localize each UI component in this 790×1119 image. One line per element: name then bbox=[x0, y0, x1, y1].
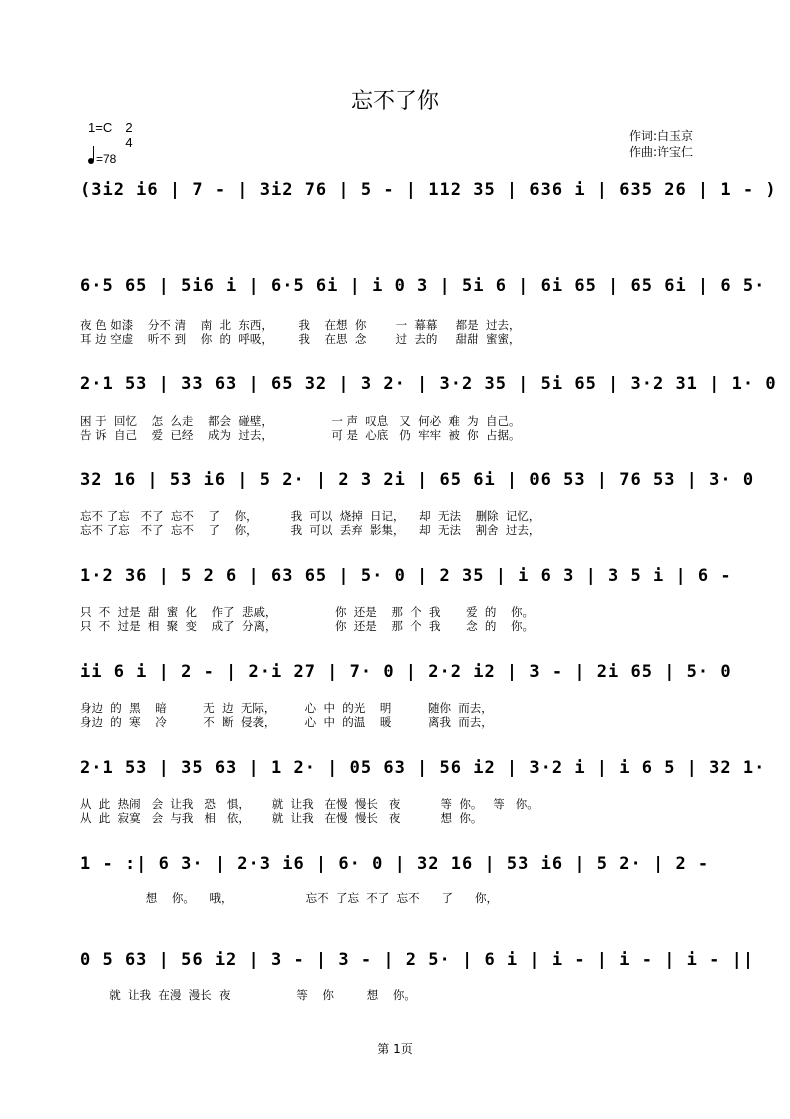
score-system bbox=[80, 464, 755, 537]
lyric-line: 困 于 回忆 怎 么走 都会 碰壁， 一 声 叹息 又 何必 难 为 自己。 bbox=[80, 414, 521, 428]
notation-line: 1·2 36 | 5 2 6 | 63 65 | 5· 0 | 2 35 | i 6 3 | 3 5 i | 6 - bbox=[80, 566, 732, 586]
lyric-line: 身边 的 寒 冷 不 断 侵袭， 心 中 的温 暖 离我 而去， bbox=[80, 715, 493, 729]
lyric-line: 只 不 过是 甜 蜜 化 作了 悲戚， 你 还是 那 个 我 爱 的 你。 bbox=[80, 605, 535, 619]
song-title: 忘不了你 bbox=[350, 89, 439, 114]
credits bbox=[629, 128, 693, 160]
time-beats: 2 bbox=[125, 120, 133, 135]
lyric-line: 身边 的 黑 暗 无 边 无际， 心 中 的光 明 随你 而去， bbox=[80, 701, 493, 715]
time-signature bbox=[123, 120, 135, 150]
quarter-note-icon bbox=[88, 158, 94, 164]
score-system bbox=[80, 368, 777, 442]
composer: 作曲:许宝仁 bbox=[629, 145, 694, 159]
notation-line: 6·5 65 | 5i6 i | 6·5 6i | i 0 3 | 5i 6 | 6i 65 | 65 6i | 6 5· bbox=[80, 276, 766, 296]
score-system bbox=[80, 560, 732, 633]
lyric-line: 告 诉 自己 爱 已经 成为 过去， 可 是 心底 仍 牢牢 被 你 占据。 bbox=[80, 428, 521, 442]
tempo-value: =78 bbox=[96, 152, 117, 166]
lyric-line: 想 你。 哦， 忘不 了忘 不了 忘不 了 你， bbox=[80, 891, 498, 905]
notation-line: 0 5 63 | 56 i2 | 3 - | 3 - | 2 5· | 6 i | i - | i - | i - || bbox=[80, 950, 755, 970]
lyric-line: 只 不 过是 相 聚 变 成了 分离， 你 还是 那 个 我 念 的 你。 bbox=[80, 619, 535, 633]
lyric-line: 就 让我 在漫 漫长 夜 等 你 想 你。 bbox=[80, 988, 416, 1002]
lyricist: 作词:白玉京 bbox=[629, 129, 694, 143]
time-unit: 4 bbox=[125, 135, 133, 150]
score-system bbox=[80, 656, 732, 729]
score-system bbox=[80, 174, 777, 210]
notation-line: 2·1 53 | 33 63 | 65 32 | 3 2· | 3·2 35 | 5i 65 | 3·2 31 | 1· 0 bbox=[80, 374, 777, 394]
key-tonic: 1=C bbox=[88, 120, 113, 135]
lyric-line: 忘不 了忘 不了 忘不 了 你， 我 可以 丢弃 影集， 却 无法 割舍 过去， bbox=[80, 523, 541, 537]
key-signature bbox=[88, 120, 133, 150]
lyric-line: 耳 边 空虚 听不 到 你 的 呼吸， 我 在思 念 过 去的 甜甜 蜜蜜， bbox=[80, 332, 521, 346]
page-number: 第 1页 bbox=[377, 1042, 413, 1056]
notation-line: ii 6 i | 2 - | 2·i 27 | 7· 0 | 2·2 i2 | 3 - | 2i 65 | 5· 0 bbox=[80, 662, 732, 682]
lyric-line: 忘不 了忘 不了 忘不 了 你， 我 可以 烧掉 日记， 却 无法 删除 记忆， bbox=[80, 509, 541, 523]
notation-line: (3i2 i6 | 7 - | 3i2 76 | 5 - | 112 35 | 636 i | 635 26 | 1 - ) bbox=[80, 180, 777, 200]
score-system bbox=[80, 848, 730, 905]
lyric-line: 从 此 热闹 会 让我 恐 惧， 就 让我 在慢 慢长 夜 等 你。 等 你。 bbox=[80, 797, 539, 811]
notation-line: 32 16 | 53 i6 | 5 2· | 2 3 2i | 65 6i | 06 53 | 76 53 | 3· 0 bbox=[80, 470, 755, 490]
tempo-marking bbox=[88, 152, 116, 166]
score-system bbox=[80, 270, 766, 346]
score-system bbox=[80, 752, 766, 825]
notation-line: 2·1 53 | 35 63 | 1 2· | 05 63 | 56 i2 | 3·2 i | i 6 5 | 32 1· bbox=[80, 758, 766, 778]
notation-line: 1 - :| 6 3· | 2·3 i6 | 6· 0 | 32 16 | 53 i6 | 5 2· | 2 - bbox=[80, 854, 710, 874]
lyric-line: 从 此 寂寞 会 与我 相 依， 就 让我 在慢 慢长 夜 想 你。 bbox=[80, 811, 483, 825]
score-system bbox=[80, 944, 755, 1002]
lyric-line: 夜 色 如漆 分不 清 南 北 东西， 我 在想 你 一 幕幕 都是 过去， bbox=[80, 318, 521, 332]
